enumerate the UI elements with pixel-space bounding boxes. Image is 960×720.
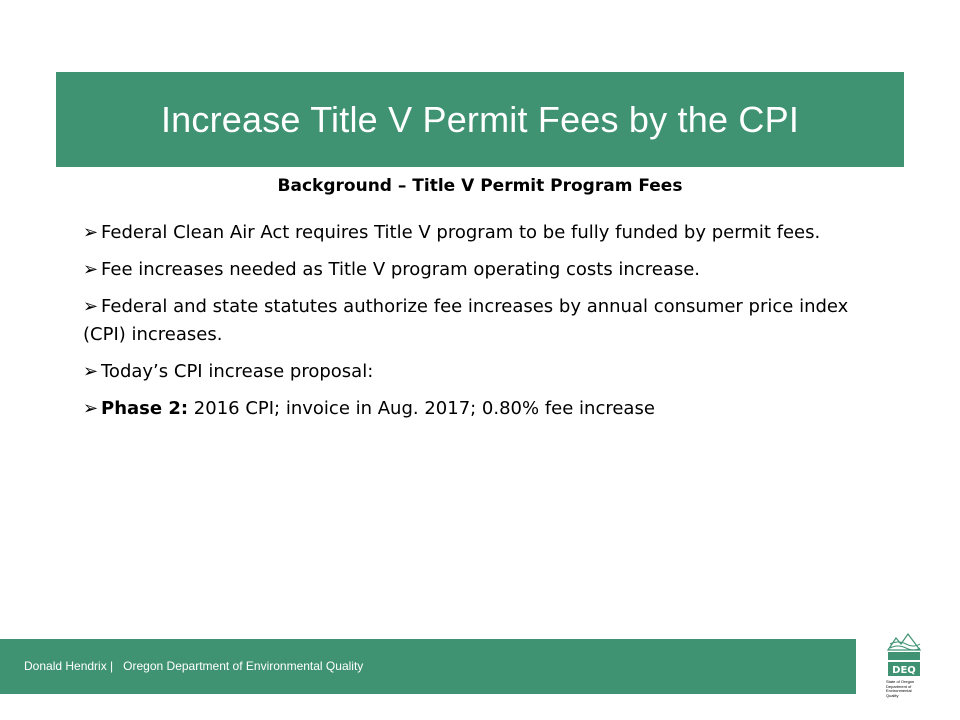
arrow-bullet-icon: ➢ (83, 296, 99, 317)
logo-caption (886, 680, 922, 698)
bullet-list (83, 219, 883, 432)
bullet-text: Fee increases needed as Title V program operating costs increase. (101, 259, 701, 280)
arrow-bullet-icon: ➢ (83, 361, 99, 382)
arrow-bullet-icon: ➢ (83, 259, 99, 280)
logo-wordmark: DEQ (892, 665, 916, 676)
logo-caption-line: State of Oregon (886, 679, 915, 684)
footer-bar (0, 639, 856, 694)
logo-caption-line: Quality (886, 692, 899, 698)
arrow-bullet-icon: ➢ (83, 398, 99, 419)
bullet-text: Federal and state statutes authorize fee increases by annual consumer price index (CPI) increases. (83, 296, 849, 345)
bullet-item (83, 219, 883, 247)
bullet-text: 2016 CPI; invoice in Aug. 2017; 0.80% fee increase (188, 398, 655, 419)
title-bar (56, 72, 904, 167)
arrow-bullet-icon: ➢ (83, 222, 99, 243)
deq-logo (886, 630, 922, 706)
footer-text: Donald Hendrix | Oregon Department of Environmental Quality (24, 659, 364, 673)
bullet-item (83, 395, 883, 423)
logo-caption-line: Department of (886, 683, 912, 689)
bullet-item (83, 256, 883, 284)
logo-caption-line: Environmental (886, 688, 912, 693)
bullet-bold-label: Phase 2: (101, 398, 189, 419)
bullet-item (83, 358, 883, 386)
slide-subtitle: Background – Title V Permit Program Fees (277, 176, 683, 196)
bullet-text: Today’s CPI increase proposal: (101, 361, 374, 382)
bullet-item (83, 293, 883, 349)
deq-logo-icon (886, 630, 922, 678)
slide-title: Increase Title V Permit Fees by the CPI (160, 98, 800, 140)
bullet-text: Federal Clean Air Act requires Title V program to be fully funded by permit fees. (101, 222, 821, 243)
